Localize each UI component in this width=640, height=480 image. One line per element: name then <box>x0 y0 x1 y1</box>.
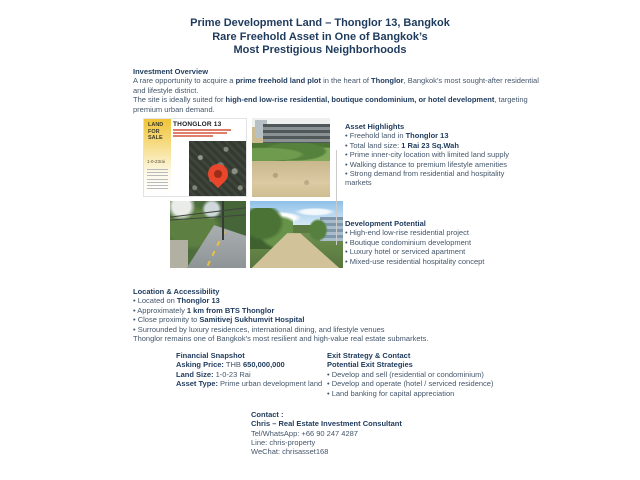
table-hairline <box>147 185 168 186</box>
text-segment: in the heart of <box>321 76 372 86</box>
photo-street-view <box>170 201 246 268</box>
location-footnote: Thonglor remains one of Bangkok’s most resilient and high-value real estate submarkets. <box>133 334 429 344</box>
flyer-body <box>173 119 246 196</box>
bullet-item <box>133 306 563 315</box>
section-heading: Exit Strategy & Contact <box>327 351 411 360</box>
location-pin-icon <box>203 160 231 188</box>
bullet-item <box>345 131 531 140</box>
text-segment: Thonglor 13 <box>176 296 220 306</box>
table-hairline <box>147 169 168 170</box>
page-title-line: Most Prestigious Neighborhoods <box>233 44 407 56</box>
page-title-line: Prime Development Land – Thonglor 13, Bangkok <box>190 17 450 29</box>
text-segment: 650,000,000 <box>242 360 285 370</box>
text-segment: , targeting premium urban demand. <box>133 95 528 114</box>
text-segment: Prime inner-city location with limited land supply <box>349 150 509 160</box>
overview-paragraph <box>133 76 543 95</box>
investment-overview-section <box>133 67 543 114</box>
section-subheading: Potential Exit Strategies <box>327 360 413 370</box>
text-segment: Close proximity to <box>137 315 200 325</box>
section-heading: Financial Snapshot <box>176 351 245 360</box>
text-segment: The site is ideally suited for <box>133 95 226 105</box>
text-segment: THB <box>223 360 243 370</box>
bullet-item: • Luxury hotel or serviced apartment <box>345 247 531 256</box>
page-title <box>0 17 640 58</box>
text-segment: Freehold land in <box>349 131 406 141</box>
bullet-item: • Land banking for capital appreciation <box>327 389 493 398</box>
development-potential-section <box>345 219 531 266</box>
flyer-subtitle-lines <box>173 129 246 137</box>
text-segment: prime freehold land plot <box>235 76 321 86</box>
bullet-item <box>133 296 563 305</box>
satellite-map <box>189 141 246 196</box>
contact-wechat: WeChat: chrisasset168 <box>251 447 329 457</box>
bullet-item <box>345 169 531 188</box>
contact-line-id: Line: chris-property <box>251 437 316 447</box>
text-segment: 1 Rai 23 Sq.Wah <box>401 140 459 150</box>
page-title-line: Rare Freehold Asset in One of Bangkok’s <box>212 30 428 43</box>
text-segment: Walking distance to premium lifestyle amenities <box>349 159 508 169</box>
contact-section <box>251 410 402 456</box>
table-hairline <box>147 172 168 173</box>
bullet-item <box>133 315 563 324</box>
land-for-sale-flyer-image <box>143 118 247 197</box>
financial-snapshot-section <box>176 351 322 389</box>
location-accessibility-section <box>133 287 563 343</box>
bullet-item: • Develop and sell (residential or condominium) <box>327 370 493 379</box>
bullet-item: • Develop and operate (hotel / serviced residence) <box>327 379 493 388</box>
subtitle-line <box>173 132 227 134</box>
text-segment: Thonglor <box>371 76 404 86</box>
text-segment: A rare opportunity to acquire a <box>133 76 236 86</box>
financial-row <box>176 360 322 369</box>
asset-highlights-section <box>345 122 531 188</box>
text-segment: Prime urban development land <box>217 379 323 389</box>
text-segment: 1-0-23 Rai <box>213 369 251 379</box>
subtitle-line <box>173 129 231 131</box>
text-segment: Thonglor 13 <box>405 131 449 141</box>
text-segment: Strong demand from residential and hospitality markets <box>345 169 505 188</box>
overview-paragraph <box>133 95 543 114</box>
bullet-item <box>133 325 563 334</box>
photo-wall <box>170 240 188 268</box>
text-segment: Land Size: <box>176 369 214 379</box>
section-heading: Development Potential <box>345 219 426 228</box>
flyer-title: THONGLOR 13 <box>173 121 222 128</box>
table-hairline <box>147 182 168 183</box>
bullet-item: • Boutique condominium development <box>345 238 531 247</box>
subtitle-line <box>173 135 213 137</box>
table-hairline <box>147 179 168 180</box>
bullet-item: • High-end low-rise residential project <box>345 228 531 237</box>
bullet-item <box>345 141 531 150</box>
contact-label: Contact : <box>251 410 284 419</box>
flyer-banner-line: SALE <box>148 135 163 141</box>
text-segment: high-end low-rise residential, boutique condominium, or hotel development <box>225 95 495 105</box>
text-segment: Located on <box>137 296 177 306</box>
flyer-detail-table <box>147 169 168 191</box>
photo-trees-right <box>306 216 330 244</box>
section-heading: Investment Overview <box>133 67 209 76</box>
text-segment: Total land size: <box>349 140 402 150</box>
text-segment: Samitivej Sukhumvit Hospital <box>199 315 305 325</box>
divider-line <box>336 150 337 245</box>
bullet-item: • Mixed-use residential hospitality concept <box>345 257 531 266</box>
financial-row <box>176 379 322 388</box>
photo-vacant-land-plot <box>252 118 330 197</box>
table-hairline <box>147 175 168 176</box>
table-hairline <box>147 188 168 189</box>
contact-tel: Tel/WhatsApp: +66 90 247 4287 <box>251 428 358 438</box>
flyer-banner-text <box>144 119 171 142</box>
section-heading: Asset Highlights <box>345 122 405 131</box>
section-heading: Location & Accessibility <box>133 287 220 296</box>
contact-name: Chris – Real Estate Investment Consultant <box>251 419 402 429</box>
flyer-land-size-label: 1-0-23rai <box>147 159 166 164</box>
bullet-item <box>345 160 531 169</box>
flyer-banner-line: LAND <box>148 122 164 128</box>
text-segment: , Bangkok’s most sought-after residential and lifestyle district. <box>133 76 539 95</box>
text-segment: 1 km from BTS Thonglor <box>186 305 275 315</box>
photo-dirt-path <box>250 201 343 268</box>
flyer-banner-line: FOR <box>148 128 160 135</box>
exit-strategy-section <box>327 351 493 398</box>
photo-dirt-ground <box>252 161 330 197</box>
text-segment: Approximately <box>137 305 187 315</box>
flyer-yellow-banner <box>144 119 171 196</box>
financial-row <box>176 370 322 379</box>
text-segment: Asset Type: <box>176 379 218 389</box>
photo-power-pole <box>222 201 224 240</box>
bullet-item <box>345 150 531 159</box>
text-segment: Asking Price: <box>176 360 224 370</box>
text-segment: Surrounded by luxury residences, international dining, and lifestyle venues <box>137 324 385 334</box>
